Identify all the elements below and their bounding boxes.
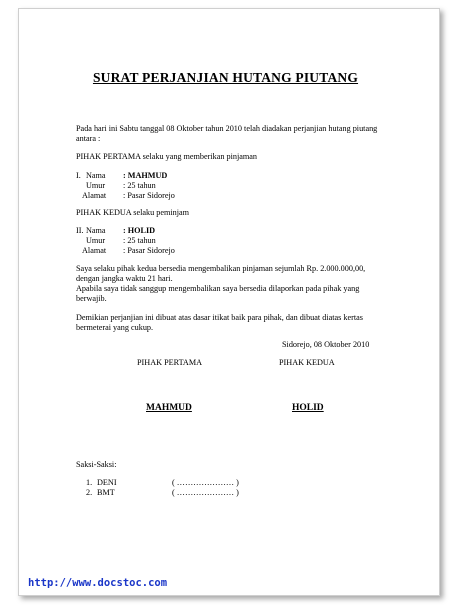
party2-number: II. [76,226,84,235]
closing-line-1: Demikian perjanjian ini dibuat atas dasar itikat baik para pihak, dan dibuat diatas kertas [76,313,363,322]
party2-address-label: Alamat [82,246,107,255]
witness-2-name: BMT [97,488,115,497]
document-title: SURAT PERJANJIAN HUTANG PIUTANG [92,70,359,85]
terms-line-4: berwajib. [76,294,107,303]
closing-line-2: bermeterai yang cukup. [76,323,154,332]
source-url-link[interactable]: http://www.docstoc.com [28,577,168,589]
signature-name-party1: MAHMUD [146,403,192,413]
terms-line-3: Apabila saya tidak sanggup mengembalikan saya bersedia dilaporkan pada pihak yang [76,284,360,293]
party1-age-value: : 25 tahun [123,181,156,190]
signature-name-party2: HOLID [292,403,324,413]
intro-line-1: Pada hari ini Sabtu tanggal 08 Oktober tahun 2010 telah diadakan perjanjian hutang piutang [76,124,378,133]
party2-name-value: : HOLID [123,226,156,235]
intro-line-2: antara : [76,134,101,143]
party1-heading: PIHAK PERTAMA selaku yang memberikan pinjaman [76,152,257,161]
party2-heading: PIHAK KEDUA selaku peminjam [76,208,190,217]
party2-age-value: : 25 tahun [123,236,156,245]
sign-label-party2: PIHAK KEDUA [279,358,335,367]
party1-name-value: : MAHMUD [123,171,168,180]
witness-1-number: 1. [86,478,93,487]
party1-age-label: Umur [86,181,106,190]
witness-2-signature-blank: ( ………………… ) [172,488,239,497]
terms-line-2: dengan jangka waktu 21 hari. [76,274,173,283]
witness-1-name: DENI [97,478,117,487]
party2-address-value: : Pasar Sidorejo [123,246,175,255]
party1-name-label: Nama [86,171,106,180]
party2-name-label: Nama [86,226,106,235]
terms-line-1: Saya selaku pihak kedua bersedia mengembalikan pinjaman sejumlah Rp. 2.000.000,00, [76,264,366,273]
sign-label-party1: PIHAK PERTAMA [137,358,203,367]
party1-number: I. [76,171,81,180]
party2-age-label: Umur [86,236,106,245]
witness-2-number: 2. [86,488,93,497]
party1-address-value: : Pasar Sidorejo [123,191,175,200]
party1-address-label: Alamat [82,191,107,200]
witness-heading: Saksi-Saksi: [76,460,117,469]
witness-1-signature-blank: ( ………………… ) [172,478,239,487]
place-date: Sidorejo, 08 Oktober 2010 [282,340,370,349]
